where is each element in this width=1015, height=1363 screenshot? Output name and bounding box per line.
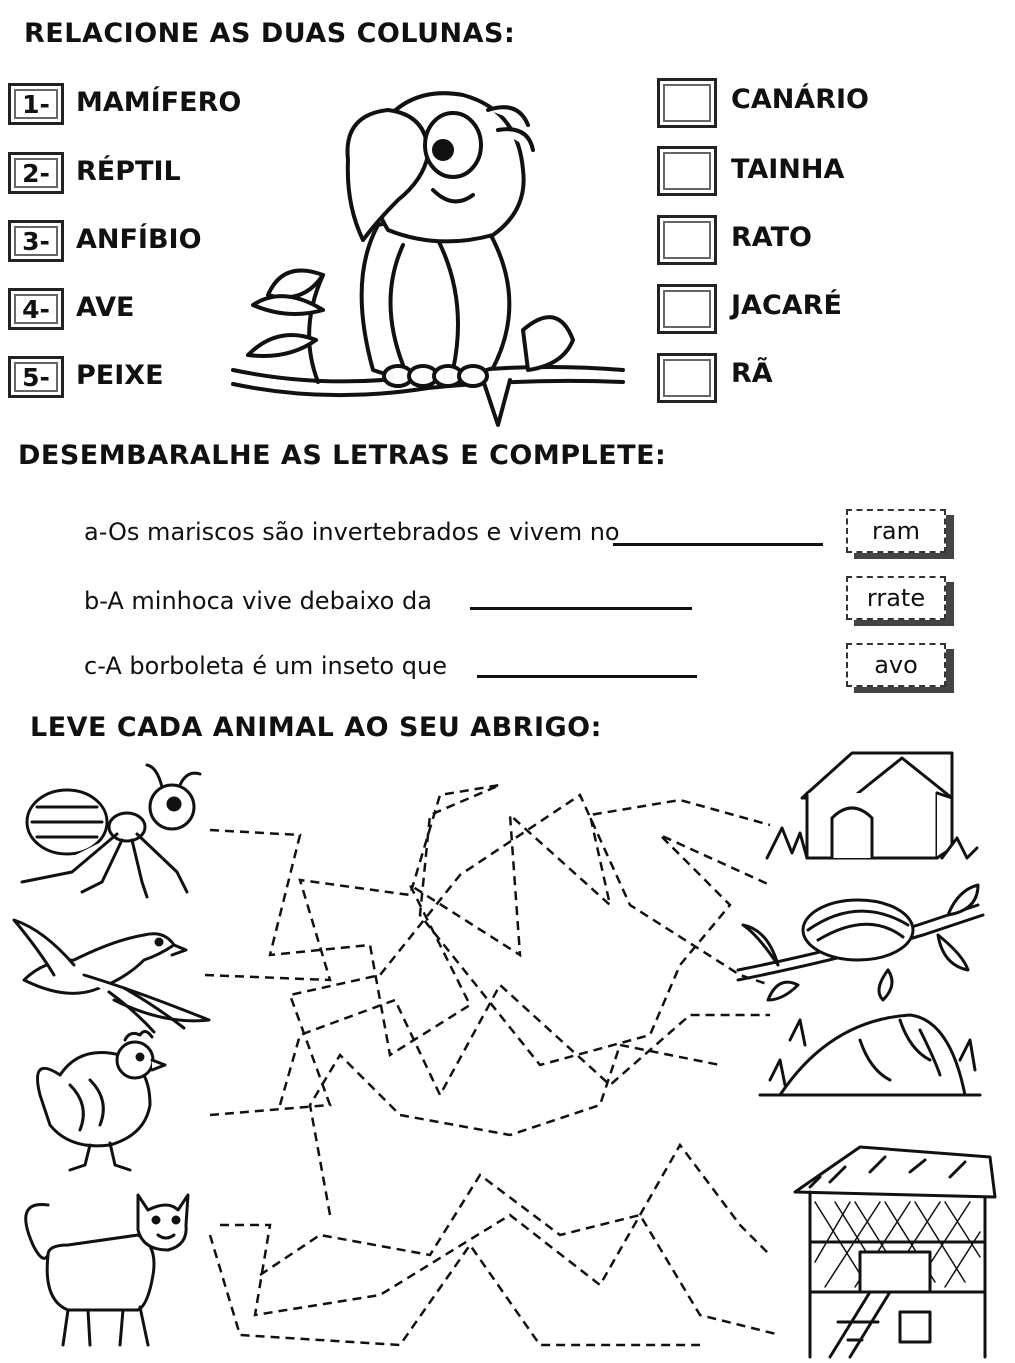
maze-paths [180, 755, 780, 1355]
sentence-a: a-Os mariscos são invertebrados e vivem no [84, 518, 620, 546]
ant-icon [12, 762, 202, 902]
right-item-ra: RÃ [731, 358, 773, 389]
number-box-4: 4- [8, 288, 64, 330]
left-item-peixe: PEIXE [76, 360, 164, 391]
right-item-jacare: JACARÉ [731, 290, 842, 321]
right-item-canario: CANÁRIO [731, 84, 869, 115]
anthill-icon [760, 1000, 980, 1110]
answer-box-rato[interactable] [657, 215, 717, 265]
parrot-icon [228, 70, 628, 430]
right-item-tainha: TAINHA [731, 154, 845, 185]
left-item-reptil: RÉPTIL [76, 156, 181, 187]
blank-b[interactable] [470, 607, 692, 610]
scrambled-word-a: ram [846, 509, 946, 553]
shelter-title: LEVE CADA ANIMAL AO SEU ABRIGO: [30, 712, 602, 743]
answer-box-canario[interactable] [657, 78, 717, 128]
unscramble-title: DESEMBARALHE AS LETRAS E COMPLETE: [18, 440, 667, 471]
left-item-ave: AVE [76, 292, 135, 323]
scrambled-word-b: rrate [846, 576, 946, 620]
answer-box-tainha[interactable] [657, 146, 717, 196]
sentence-c: c-A borboleta é um inseto que [84, 652, 447, 680]
blank-a[interactable] [613, 543, 823, 546]
henhouse-icon [790, 1142, 1000, 1362]
number-box-2: 2- [8, 152, 64, 194]
nest-icon [738, 875, 998, 1005]
left-item-mamifero: MAMÍFERO [76, 87, 242, 118]
cat-icon [8, 1185, 198, 1355]
answer-box-jacare[interactable] [657, 284, 717, 334]
doghouse-icon [762, 748, 982, 868]
number-box-3: 3- [8, 220, 64, 262]
sentence-b: b-A minhoca vive debaixo da [84, 587, 432, 615]
match-title: RELACIONE AS DUAS COLUNAS: [24, 18, 516, 49]
scrambled-word-c: avo [846, 643, 946, 687]
right-item-rato: RATO [731, 222, 812, 253]
answer-box-ra[interactable] [657, 353, 717, 403]
blank-c[interactable] [477, 675, 697, 678]
hen-icon [20, 1025, 170, 1175]
number-box-1: 1- [8, 83, 64, 125]
left-item-anfibio: ANFÍBIO [76, 224, 202, 255]
number-box-5: 5- [8, 356, 64, 398]
